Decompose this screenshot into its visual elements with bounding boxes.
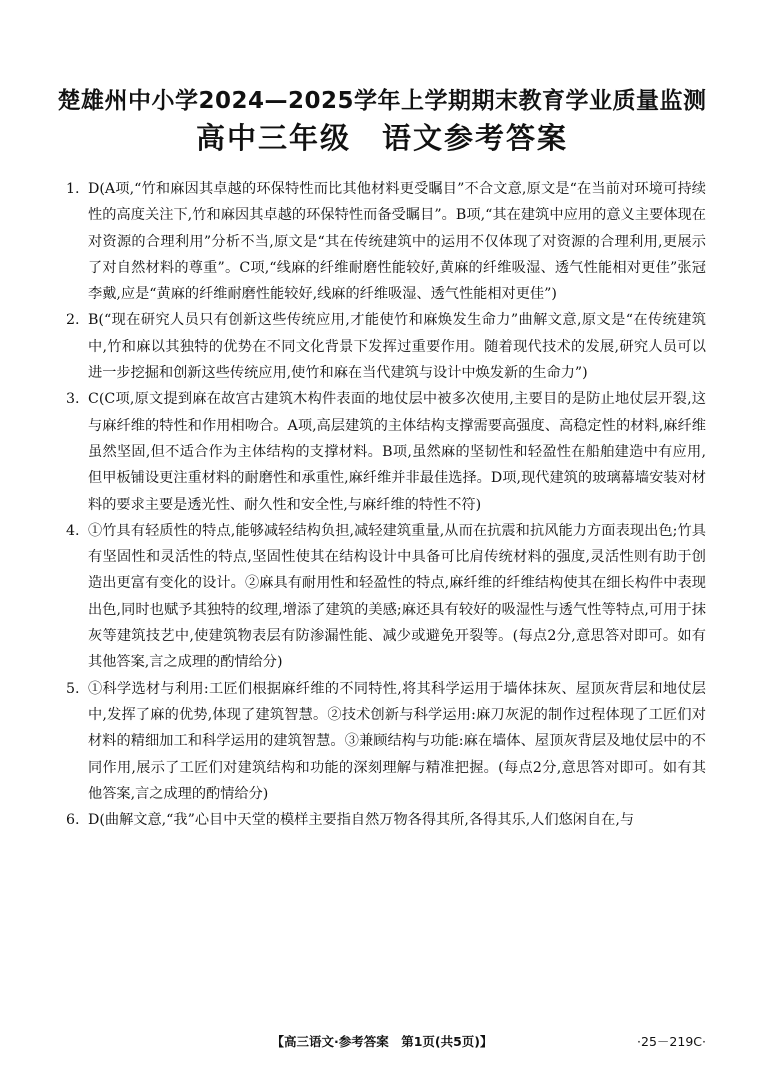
answer-text: B(“现在研究人员只有创新这些传统应用,才能使竹和麻焕发生命力”曲解文意,原文是“在传统建筑中,竹和麻以其独特的优势在不同文化背景下发挥过重要作用。随着现代技术的发展,研究人员可以进一步挖掘和创新这些传统应用,使竹和麻在当代建筑与设计中焕发新的生命力”): [88, 312, 706, 382]
page-footer: [0, 1032, 764, 1052]
answer-item-1: [66, 176, 706, 307]
exam-title: 楚雄州中小学2024—2025学年上学期期末教育学业质量监测: [57, 88, 707, 114]
answer-text: ①竹具有轻质性的特点,能够减轻结构负担,减轻建筑重量,从而在抗震和抗风能力方面表现出色;竹具有坚固性和灵活性的特点,坚固性使其在结构设计中具备可比肩传统材料的强度,灵活性则有助于创造出更富有变化的设计。②麻具有耐用性和轻盈性的特点,麻纤维的纤维结构使其在细长构件中表现出色,同时也赋予其独特的纹理,增添了建筑的美感;麻还具有较好的吸湿性与透气性等特点,可用于抹灰等建筑技艺中,使建筑物表层有防渗漏性能、减少或避免开裂等。(每点2分,意思答对即可。如有其他答案,言之成理的酌情给分): [88, 522, 706, 671]
answer-item-2: [66, 307, 706, 386]
answer-item-4: [66, 518, 706, 676]
answer-text: C(C项,原文提到麻在故宫古建筑木构件表面的地仗层中被多次使用,主要目的是防止地仗层开裂,这与麻纤维的特性和作用相吻合。A项,高层建筑的主体结构支撑需要高强度、高稳定性的材料,麻纤维虽然坚固,但不适合作为主体结构的支撑材料。B项,虽然麻的坚韧性和轻盈性在船舶建造中有应用,但甲板铺设更注重材料的耐磨性和承重性,麻纤维并非最佳选择。D项,现代建筑的玻璃幕墙安装对材料的要求主要是透光性、耐久性和安全性,与麻纤维的特性不符): [88, 391, 706, 513]
answer-text: D(A项,“竹和麻因其卓越的环保特性而比其他材料更受瞩目”不合文意,原文是“在当前对环境可持续性的高度关注下,竹和麻因其卓越的环保特性而备受瞩目”。B项,“其在建筑中应用的意义主要体现在对资源的合理利用”分析不当,原文是“其在传统建筑中的运用不仅体现了对资源的合理利用,更展示了对自然材料的尊重”。C项,“线麻的纤维耐磨性能较好,黄麻的纤维吸湿、透气性能相对更佳”张冠李戴,应是“黄麻的纤维耐磨性能较好,线麻的纤维吸湿、透气性能相对更佳”): [88, 181, 706, 303]
page-number-label: 【高三语文·参考答案 第1页(共5页)】: [271, 1034, 493, 1049]
answer-list: [66, 176, 706, 833]
answer-number: 6.: [66, 812, 80, 829]
answer-text: D(曲解文意,“我”心目中天堂的模样主要指自然万物各得其所,各得其乐,人们悠闲自在,与: [88, 812, 635, 829]
document-code: ·25－219C·: [637, 1034, 706, 1049]
answer-item-3: [66, 386, 706, 517]
answer-number: 4.: [66, 522, 80, 539]
answer-key-title: 高中三年级 语文参考答案: [195, 121, 568, 155]
answer-item-5: [66, 676, 706, 807]
answer-number: 1.: [66, 181, 80, 197]
answer-number: 2.: [66, 312, 80, 329]
answer-item-6: [66, 807, 706, 833]
answer-number: 3.: [66, 391, 80, 408]
answer-number: 5.: [66, 680, 80, 697]
answer-text: ①科学选材与利用:工匠们根据麻纤维的不同特性,将其科学运用于墙体抹灰、屋顶灰背层和地仗层中,发挥了麻的优势,体现了建筑智慧。②技术创新与科学运用:麻刀灰泥的制作过程体现了工匠们对材料的精细加工和科学运用的建筑智慧。③兼顾结构与功能:麻在墙体、屋顶灰背层及地仗层中的不同作用,展示了工匠们对建筑结构和功能的深刻理解与精准把握。(每点2分,意思答对即可。如有其他答案,言之成理的酌情给分): [88, 680, 706, 802]
